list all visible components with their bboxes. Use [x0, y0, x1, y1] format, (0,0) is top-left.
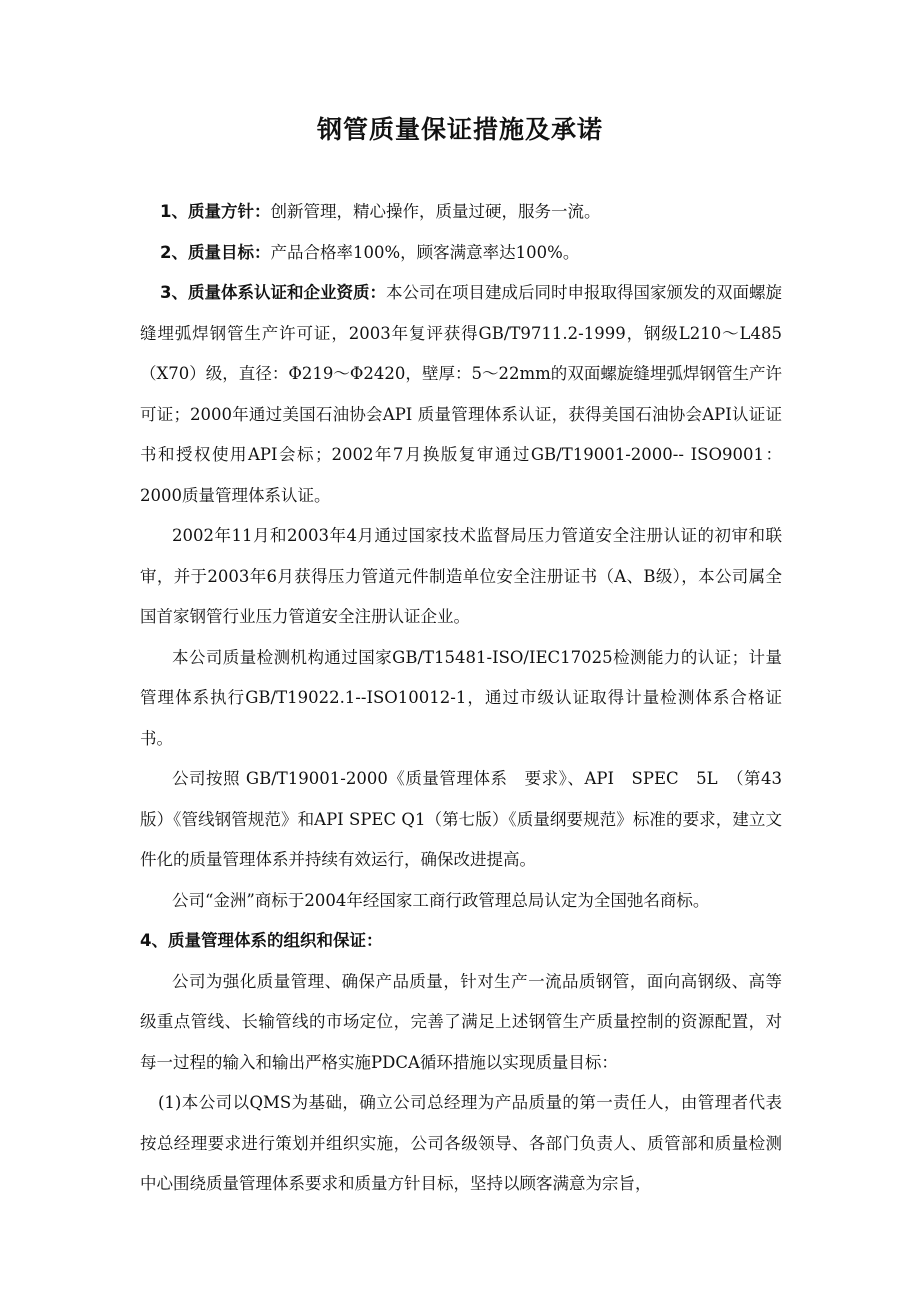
- qms-paragraph: (1)本公司以QMS为基础，确立公司总经理为产品质量的第一责任人，由管理者代表按总经理要求进行策划并组织实施，公司各级领导、各部门负责人、质管部和质量检测中心围绕质量管理体系要求和质量方针目标，坚持以顾客满意为宗旨，: [140, 1093, 782, 1193]
- testing-lab-paragraph: 本公司质量检测机构通过国家GB/T15481-ISO/IEC17025检测能力的认证；计量管理体系执行GB/T19022.1--ISO10012-1，通过市级认证取得计量检测体系合格证书。: [140, 647, 782, 748]
- certification-label: 3、质量体系认证和企业资质：: [160, 283, 386, 302]
- quality-policy-text: 创新管理，精心操作，质量过硬，服务一流。: [270, 202, 601, 221]
- organization-paragraph: 公司为强化质量管理、确保产品质量，针对生产一流品质钢管，面向高钢级、高等级重点管线、长输管线的市场定位，完善了满足上述钢管生产质量控制的资源配置，对每一过程的输入和输出严格实施PDCA循环措施以实现质量目标：: [140, 971, 782, 1072]
- quality-policy-paragraph: [140, 192, 782, 233]
- document-title: 钢管质量保证措施及承诺: [316, 115, 603, 144]
- quality-goal-label: 2、质量目标：: [160, 242, 271, 262]
- brand-paragraph: 公司“金洲”商标于2004年经国家工商行政管理总局认定为全国弛名商标。: [172, 890, 710, 910]
- pressure-pipe-paragraph: 2002年11月和2003年4月通过国家技术监督局压力管道安全注册认证的初审和联审，并于2003年6月获得压力管道元件制造单位安全注册证书（A、B级），本公司属全国首家钢管行业压力管道安全注册认证企业。: [140, 526, 782, 626]
- quality-goal-paragraph: [140, 233, 782, 274]
- organization-heading: 4、质量管理体系的组织和保证：: [140, 931, 383, 950]
- certification-text: 本公司在项目建成后同时申报取得国家颁发的双面螺旋缝埋弧焊钢管生产许可证，2003年复评获得GB/T9711.2-1999，钢级L210～L485（X70）级，直径：Φ219～Φ2420，壁厚：5～22mm的双面螺旋缝埋弧焊钢管生产许可证；2000年通过美国石油协会API 质量管理体系认证，获得美国石油协会API认证证书和授权使用API会标；2002年7月换版复审通过GB/T19001-2000-- ISO9001：2000质量管理体系认证。: [140, 283, 783, 505]
- certification-paragraph: [140, 273, 782, 516]
- standards-paragraph: 公司按照 GB/T19001-2000《质量管理体系 要求》、API SPEC 5L （第43版）《管线钢管规范》和API SPEC Q1（第七版）《质量纲要规范》标准的要求，建立文件化的质量管理体系并持续有效运行，确保改进提高。: [140, 769, 782, 869]
- document-body: [140, 192, 782, 1205]
- quality-policy-label: 1、质量方针：: [160, 202, 271, 221]
- quality-goal-text: 产品合格率100%，顾客满意率达100%。: [270, 242, 580, 262]
